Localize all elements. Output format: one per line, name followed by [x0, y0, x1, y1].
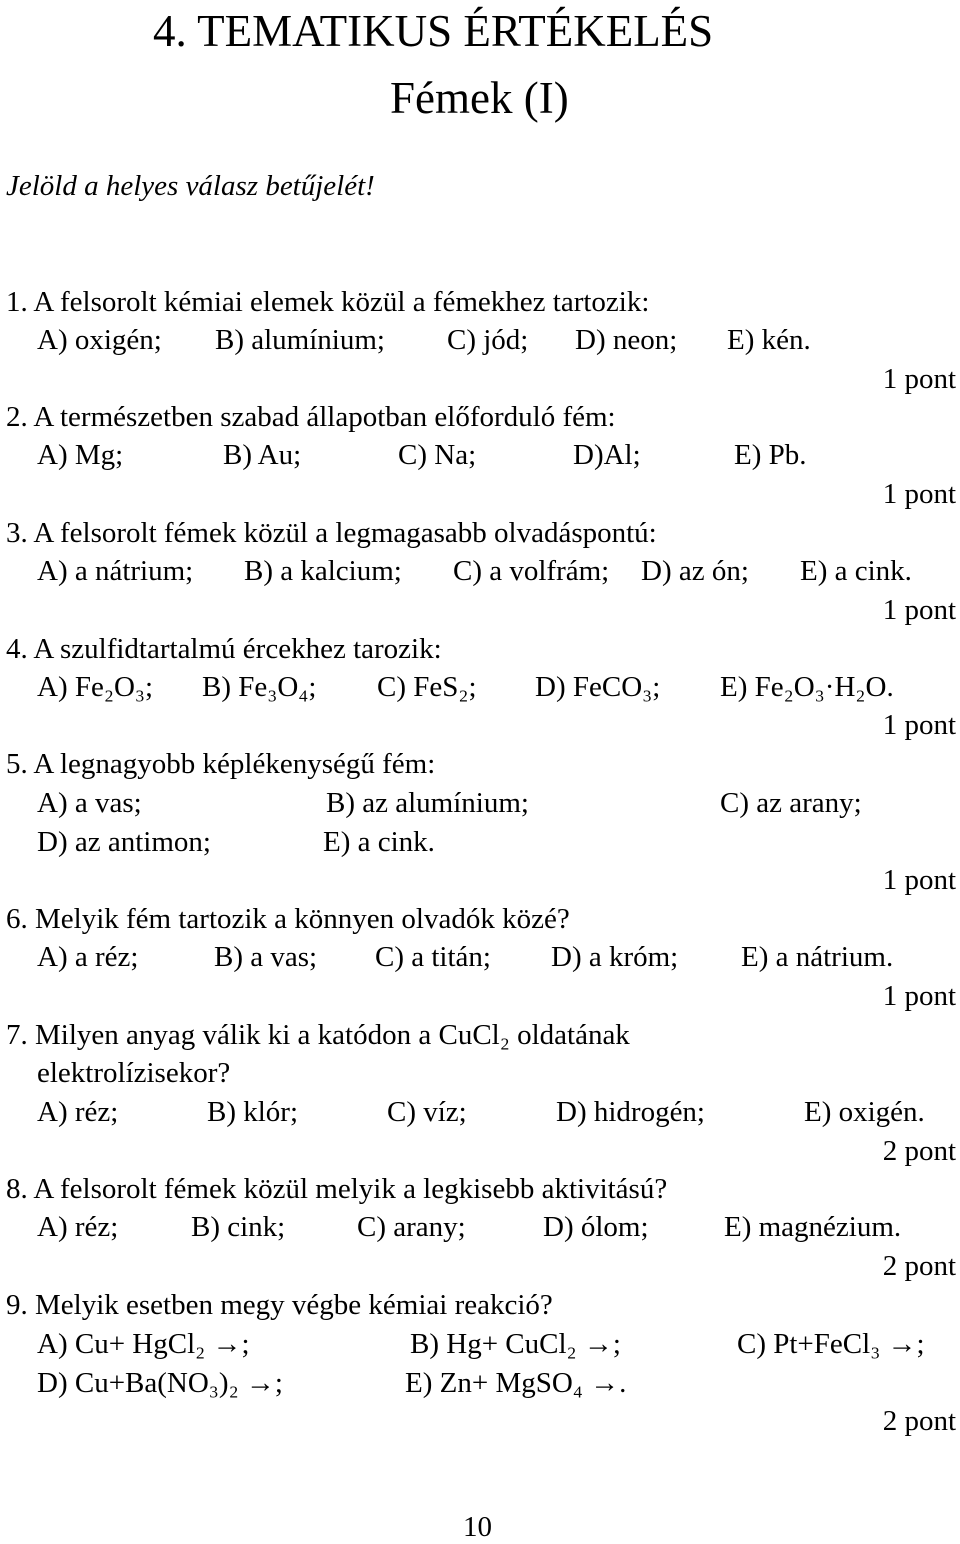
question-8-option-b[interactable]: B) cink; — [191, 1211, 286, 1243]
question-2-option-a[interactable]: A) Mg; — [37, 439, 124, 471]
question-1-option-c[interactable]: C) jód; — [447, 324, 529, 356]
question-8-option-d[interactable]: D) ólom; — [543, 1211, 649, 1243]
question-5-option-e[interactable]: E) a cink. — [323, 826, 435, 858]
question-3-text: 3. A felsorolt fémek közül a legmagasabb olvadáspontú: — [6, 517, 657, 549]
question-4-text: 4. A szulfidtartalmú ércekhez tarozik: — [6, 633, 442, 665]
question-2-points: 1 pont — [882, 478, 956, 510]
question-3-points: 1 pont — [882, 594, 956, 626]
question-6-text: 6. Melyik fém tartozik a könnyen olvadók közé? — [6, 903, 570, 935]
question-4-points: 1 pont — [882, 709, 956, 741]
question-3-option-e[interactable]: E) a cink. — [800, 555, 912, 587]
question-2-option-b[interactable]: B) Au; — [223, 439, 302, 471]
question-6-points: 1 pont — [882, 980, 956, 1012]
question-1-points: 1 pont — [882, 363, 956, 395]
question-7-option-d[interactable]: D) hidrogén; — [556, 1096, 705, 1128]
question-1-option-e[interactable]: E) kén. — [727, 324, 811, 356]
question-3-option-b[interactable]: B) a kalcium; — [244, 555, 402, 587]
question-9-option-b[interactable]: B) Hg+ CuCl₂ →; — [410, 1328, 621, 1360]
question-6-option-c[interactable]: C) a titán; — [375, 941, 491, 973]
question-9-option-e[interactable]: E) Zn+ MgSO₄ →. — [405, 1367, 627, 1399]
question-9-option-a[interactable]: A) Cu+ HgCl₂ →; — [37, 1328, 250, 1360]
question-1-option-a[interactable]: A) oxigén; — [37, 324, 162, 356]
question-5-points: 1 pont — [882, 864, 956, 896]
question-5-option-a[interactable]: A) a vas; — [37, 787, 142, 819]
question-1-option-d[interactable]: D) neon; — [575, 324, 678, 356]
question-7-text-continued: elektrolízisekor? — [37, 1057, 231, 1089]
question-7-option-e[interactable]: E) oxigén. — [804, 1096, 925, 1128]
question-9-option-c[interactable]: C) Pt+FeCl₃ →; — [737, 1328, 925, 1360]
question-4-option-d[interactable]: D) FeCO₃; — [535, 671, 661, 703]
question-2-option-c[interactable]: C) Na; — [398, 439, 477, 471]
question-6-option-b[interactable]: B) a vas; — [214, 941, 318, 973]
question-6-option-e[interactable]: E) a nátrium. — [741, 941, 894, 973]
question-9-text: 9. Melyik esetben megy végbe kémiai reakció? — [6, 1289, 553, 1321]
question-3-option-a[interactable]: A) a nátrium; — [37, 555, 194, 587]
question-7-option-c[interactable]: C) víz; — [387, 1096, 467, 1128]
question-4-option-c[interactable]: C) FeS₂; — [377, 671, 477, 703]
question-6-option-a[interactable]: A) a réz; — [37, 941, 139, 973]
question-1-text: 1. A felsorolt kémiai elemek közül a fémekhez tartozik: — [6, 286, 650, 318]
question-5-option-d[interactable]: D) az antimon; — [37, 826, 211, 858]
question-7-points: 2 pont — [882, 1135, 956, 1167]
question-2-option-e[interactable]: E) Pb. — [734, 439, 807, 471]
question-8-option-c[interactable]: C) arany; — [357, 1211, 466, 1243]
question-2-option-d[interactable]: D)Al; — [573, 439, 641, 471]
question-7-text: 7. Milyen anyag válik ki a katódon a CuCl₂ oldatának — [6, 1019, 630, 1051]
question-5-option-b[interactable]: B) az alumínium; — [326, 787, 529, 819]
page-subtitle: Fémek (I) — [390, 73, 569, 123]
question-1-option-b[interactable]: B) alumínium; — [215, 324, 385, 356]
question-6-option-d[interactable]: D) a króm; — [551, 941, 679, 973]
question-5-text: 5. A legnagyobb képlékenységű fém: — [6, 748, 436, 780]
question-9-points: 2 pont — [882, 1405, 956, 1437]
question-4-option-b[interactable]: B) Fe₃O₄; — [202, 671, 317, 703]
page-title: 4. TEMATIKUS ÉRTÉKELÉS — [153, 6, 714, 56]
question-9-option-d[interactable]: D) Cu+Ba(NO₃)₂ →; — [37, 1367, 283, 1399]
question-4-option-a[interactable]: A) Fe₂O₃; — [37, 671, 154, 703]
question-7-option-b[interactable]: B) klór; — [207, 1096, 299, 1128]
question-8-option-e[interactable]: E) magnézium. — [724, 1211, 902, 1243]
question-4-option-e[interactable]: E) Fe₂O₃·H₂O. — [720, 671, 894, 703]
question-7-option-a[interactable]: A) réz; — [37, 1096, 119, 1128]
instruction-text: Jelöld a helyes válasz betűjelét! — [6, 170, 375, 202]
question-5-option-c[interactable]: C) az arany; — [720, 787, 862, 819]
question-8-option-a[interactable]: A) réz; — [37, 1211, 119, 1243]
question-2-text: 2. A természetben szabad állapotban előforduló fém: — [6, 401, 616, 433]
page-number: 10 — [463, 1511, 492, 1543]
question-3-option-c[interactable]: C) a volfrám; — [453, 555, 610, 587]
question-8-text: 8. A felsorolt fémek közül melyik a legkisebb aktivitású? — [6, 1173, 668, 1205]
question-8-points: 2 pont — [882, 1250, 956, 1282]
question-3-option-d[interactable]: D) az ón; — [641, 555, 749, 587]
